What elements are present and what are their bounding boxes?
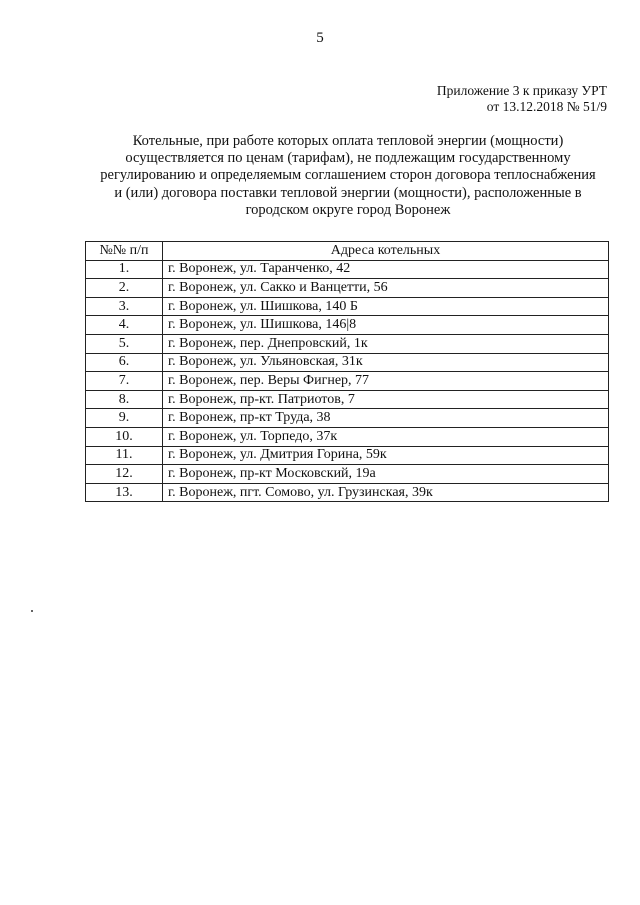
- row-address: г. Воронеж, ул. Торпедо, 37к: [163, 427, 609, 446]
- heading-line-4: и (или) договора поставки тепловой энергии (мощности), расположенные в: [114, 184, 582, 201]
- table-row: [86, 409, 609, 428]
- table-row: [86, 465, 609, 484]
- row-number: 4.: [86, 316, 163, 335]
- row-address: г. Воронеж, ул. Ульяновская, 31к: [163, 353, 609, 372]
- row-number: 7.: [86, 372, 163, 391]
- row-address: г. Воронеж, ул. Таранченко, 42: [163, 260, 609, 279]
- row-number: 5.: [86, 334, 163, 353]
- row-number: 12.: [86, 465, 163, 484]
- row-address: г. Воронеж, пер. Веры Фигнер, 77: [163, 372, 609, 391]
- appendix-reference: [437, 83, 607, 115]
- appendix-line-date: от 13.12.2018 № 51/9: [486, 99, 607, 114]
- document-heading: [88, 133, 608, 219]
- row-number: 1.: [86, 260, 163, 279]
- row-address: г. Воронеж, ул. Сакко и Ванцетти, 56: [163, 279, 609, 298]
- table-row: [86, 279, 609, 298]
- table-row: [86, 353, 609, 372]
- row-number: 3.: [86, 297, 163, 316]
- column-header-number: №№ п/п: [86, 242, 163, 261]
- row-number: 13.: [86, 483, 163, 502]
- scan-speck: [31, 610, 33, 612]
- row-address: г. Воронеж, ул. Шишкова, 146|8: [163, 316, 609, 335]
- table-row: [86, 446, 609, 465]
- page-number: 5: [316, 30, 324, 46]
- heading-line-3: регулированию и определяемым соглашением сторон договора теплоснабжения: [100, 167, 596, 184]
- row-number: 10.: [86, 427, 163, 446]
- boiler-address-table: [85, 241, 609, 502]
- row-number: 6.: [86, 353, 163, 372]
- table-row: [86, 427, 609, 446]
- row-address: г. Воронеж, ул. Шишкова, 140 Б: [163, 297, 609, 316]
- appendix-line-order: Приложение 3 к приказу УРТ: [436, 83, 607, 98]
- table-row: [86, 316, 609, 335]
- heading-line-1: Котельные, при работе которых оплата тепловой энергии (мощности): [132, 133, 564, 149]
- row-address: г. Воронеж, пр-кт Московский, 19а: [163, 465, 609, 484]
- row-number: 2.: [86, 279, 163, 298]
- table-row: [86, 483, 609, 502]
- column-header-address: Адреса котельных: [163, 242, 609, 261]
- table-body: [86, 260, 609, 502]
- table-row: [86, 297, 609, 316]
- row-address: г. Воронеж, пр-кт. Патриотов, 7: [163, 390, 609, 409]
- row-number: 9.: [86, 409, 163, 428]
- row-number: 11.: [86, 446, 163, 465]
- table-row: [86, 260, 609, 279]
- row-address: г. Воронеж, ул. Дмитрия Горина, 59к: [163, 446, 609, 465]
- heading-line-5: городском округе город Воронеж: [245, 201, 451, 218]
- row-address: г. Воронеж, пгт. Сомово, ул. Грузинская, 39к: [163, 483, 609, 502]
- row-address: г. Воронеж, пр-кт Труда, 38: [163, 409, 609, 428]
- table-header-row: [86, 242, 609, 261]
- heading-line-2: осуществляется по ценам (тарифам), не подлежащим государственному: [125, 150, 571, 167]
- table-row: [86, 390, 609, 409]
- table-row: [86, 372, 609, 391]
- row-number: 8.: [86, 390, 163, 409]
- table-row: [86, 334, 609, 353]
- row-address: г. Воронеж, пер. Днепровский, 1к: [163, 334, 609, 353]
